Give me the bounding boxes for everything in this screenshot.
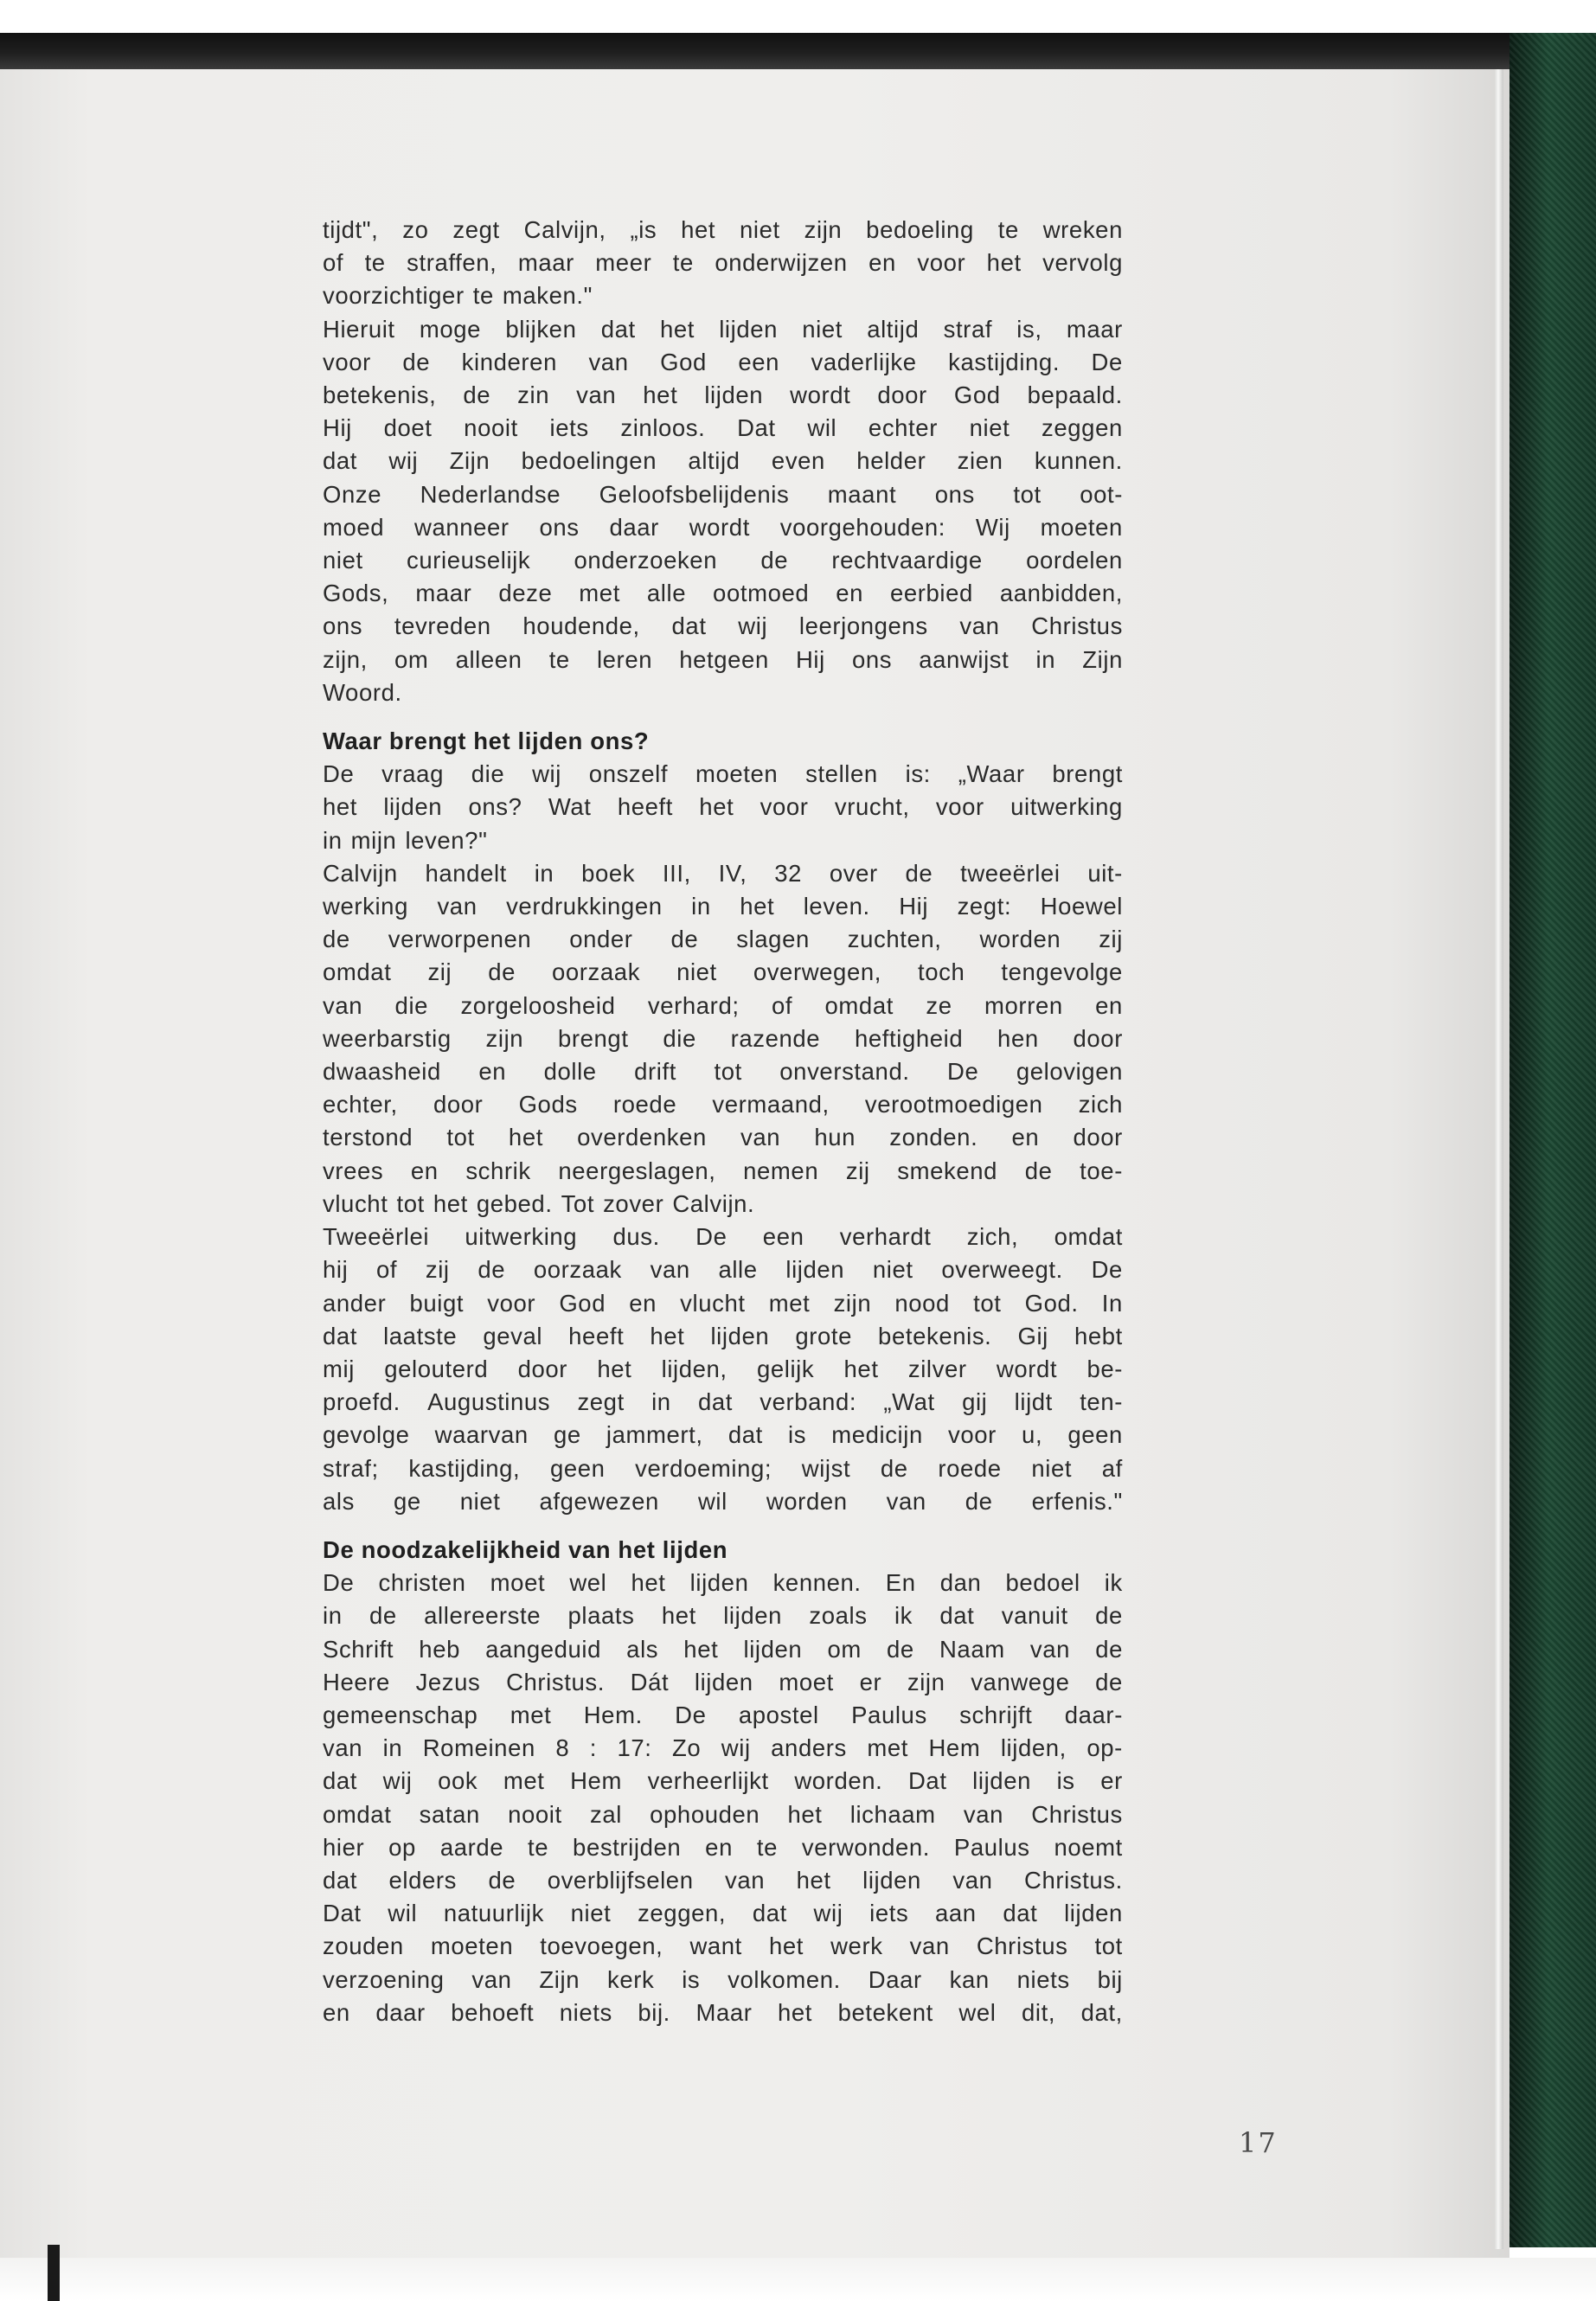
body-text <box>323 214 1123 2029</box>
text-line: omdat satan nooit zal ophouden het lichaam van Christus <box>323 1800 1123 1828</box>
text-line: betekenis, de zin van het lijden wordt door God bepaald. <box>323 381 1123 409</box>
scan-top-border <box>0 33 1548 69</box>
text-line: Tweeërlei uitwerking dus. De een verhardt zich, omdat <box>323 1223 1123 1251</box>
text-line: gemeenschap met Hem. De apostel Paulus schrijft daar- <box>323 1701 1123 1728</box>
text-line: als ge niet afgewezen wil worden van de erfenis." <box>323 1487 1123 1515</box>
text-line: Woord. <box>323 678 402 706</box>
book-cover-spine <box>1509 33 1596 2247</box>
text-line: dat laatste geval heeft het lijden grote betekenis. Gij hebt <box>323 1322 1123 1349</box>
text-line: ons tevreden houdende, dat wij leerjongens van Christus <box>323 612 1123 640</box>
text-line: weerbarstig zijn brengt die razende heftigheid hen door <box>323 1024 1123 1052</box>
text-line: verzoening van Zijn kerk is volkomen. Daar kan niets bij <box>323 1965 1123 1993</box>
text-line: of te straffen, maar meer te onderwijzen en voor het vervolg <box>323 249 1123 277</box>
text-line: van die zorgeloosheid verhard; of omdat ze morren en <box>323 991 1123 1019</box>
page-number: 17 <box>1239 2126 1278 2159</box>
text-line: moed wanneer ons daar wordt voorgehouden: Wij moeten <box>323 513 1123 541</box>
text-line: vrees en schrik neergeslagen, nemen zij smekend de toe- <box>323 1157 1123 1184</box>
text-line: terstond tot het overdenken van hun zonden. en door <box>323 1124 1123 1151</box>
text-line: in de allereerste plaats het lijden zoals ik dat vanuit de <box>323 1602 1123 1630</box>
text-line: niet curieuselijk onderzoeken de rechtvaardige oordelen <box>323 547 1123 574</box>
text-line: van in Romeinen 8 : 17: Zo wij anders met Hem lijden, op- <box>323 1734 1123 1762</box>
intro-paragraph <box>323 214 1123 709</box>
text-line: omdat zij de oorzaak niet overwegen, toch tengevolge <box>323 958 1123 986</box>
text-line: Hieruit moge blijken dat het lijden niet altijd straf is, maar <box>323 315 1123 343</box>
text-line: Hij doet nooit iets zinloos. Dat wil echter niet zeggen <box>323 414 1123 442</box>
text-line: werking van verdrukkingen in het leven. Hij zegt: Hoewel <box>323 893 1123 920</box>
text-line: proefd. Augustinus zegt in dat verband: „Wat gij lijdt ten- <box>323 1388 1123 1416</box>
text-line: voor de kinderen van God een vaderlijke kastijding. De <box>323 348 1123 375</box>
text-line: gevolge waarvan ge jammert, dat is medicijn voor u, geen <box>323 1421 1123 1449</box>
text-line: in mijn leven?" <box>323 826 488 854</box>
text-line: tijdt", zo zegt Calvijn, „is het niet zijn bedoeling te wreken <box>323 216 1123 243</box>
text-line: Heere Jezus Christus. Dát lijden moet er zijn vanwege de <box>323 1668 1123 1695</box>
scan-bottom-border <box>0 2258 1596 2301</box>
section-heading-waar-brengt: Waar brengt het lijden ons? <box>323 727 650 755</box>
text-line: voorzichtiger te maken." <box>323 282 593 310</box>
page-edge <box>1495 69 1503 2249</box>
text-line: echter, door Gods roede vermaand, verootmoedigen zich <box>323 1091 1123 1118</box>
text-line: vlucht tot het gebed. Tot zover Calvijn. <box>323 1189 755 1217</box>
text-line: dat wij ook met Hem verheerlijkt worden. Dat lijden is er <box>323 1767 1123 1795</box>
text-line: Gods, maar deze met alle ootmoed en eerbied aanbidden, <box>323 580 1123 607</box>
text-line: het lijden ons? Wat heeft het voor vrucht, voor uitwerking <box>323 793 1123 821</box>
text-line: straf; kastijding, geen verdoeming; wijst de roede niet af <box>323 1454 1123 1482</box>
text-line: dwaasheid en dolle drift tot onverstand. De gelovigen <box>323 1058 1123 1086</box>
text-line: mij gelouterd door het lijden, gelijk het zilver wordt be- <box>323 1355 1123 1382</box>
text-line: en daar behoeft niets bij. Maar het betekent wel dit, dat, <box>323 1998 1123 2026</box>
text-line: De christen moet wel het lijden kennen. En dan bedoel ik <box>323 1569 1123 1597</box>
text-line: hij of zij de oorzaak van alle lijden niet overweegt. De <box>323 1256 1123 1284</box>
text-line: zouden moeten toevoegen, want het werk van Christus tot <box>323 1932 1123 1960</box>
section-body-waar-brengt <box>323 758 1123 1518</box>
text-line: zijn, om alleen te leren hetgeen Hij ons aanwijst in Zijn <box>323 645 1123 673</box>
text-line: Onze Nederlandse Geloofsbelijdenis maant ons tot oot- <box>323 480 1123 508</box>
text-line: Dat wil natuurlijk niet zeggen, dat wij iets aan dat lijden <box>323 1900 1123 1927</box>
section-heading-noodzakelijkheid: De noodzakelijkheid van het lijden <box>323 1535 728 1563</box>
text-line: de verworpenen onder de slagen zuchten, worden zij <box>323 926 1123 953</box>
text-line: Calvijn handelt in boek III, IV, 32 over de tweeërlei uit- <box>323 859 1123 887</box>
text-line: ander buigt voor God en vlucht met zijn nood tot God. In <box>323 1289 1123 1317</box>
section-body-noodzakelijkheid <box>323 1567 1123 2029</box>
text-line: dat wij Zijn bedoelingen altijd even helder zien kunnen. <box>323 447 1123 475</box>
text-line: hier op aarde te bestrijden en te verwonden. Paulus noemt <box>323 1833 1123 1861</box>
text-line: dat elders de overblijfselen van het lijden van Christus. <box>323 1866 1123 1894</box>
text-line: Schrift heb aangeduid als het lijden om de Naam van de <box>323 1635 1123 1663</box>
text-line: De vraag die wij onszelf moeten stellen is: „Waar brengt <box>323 760 1123 788</box>
scan-corner-mark <box>48 2245 60 2301</box>
